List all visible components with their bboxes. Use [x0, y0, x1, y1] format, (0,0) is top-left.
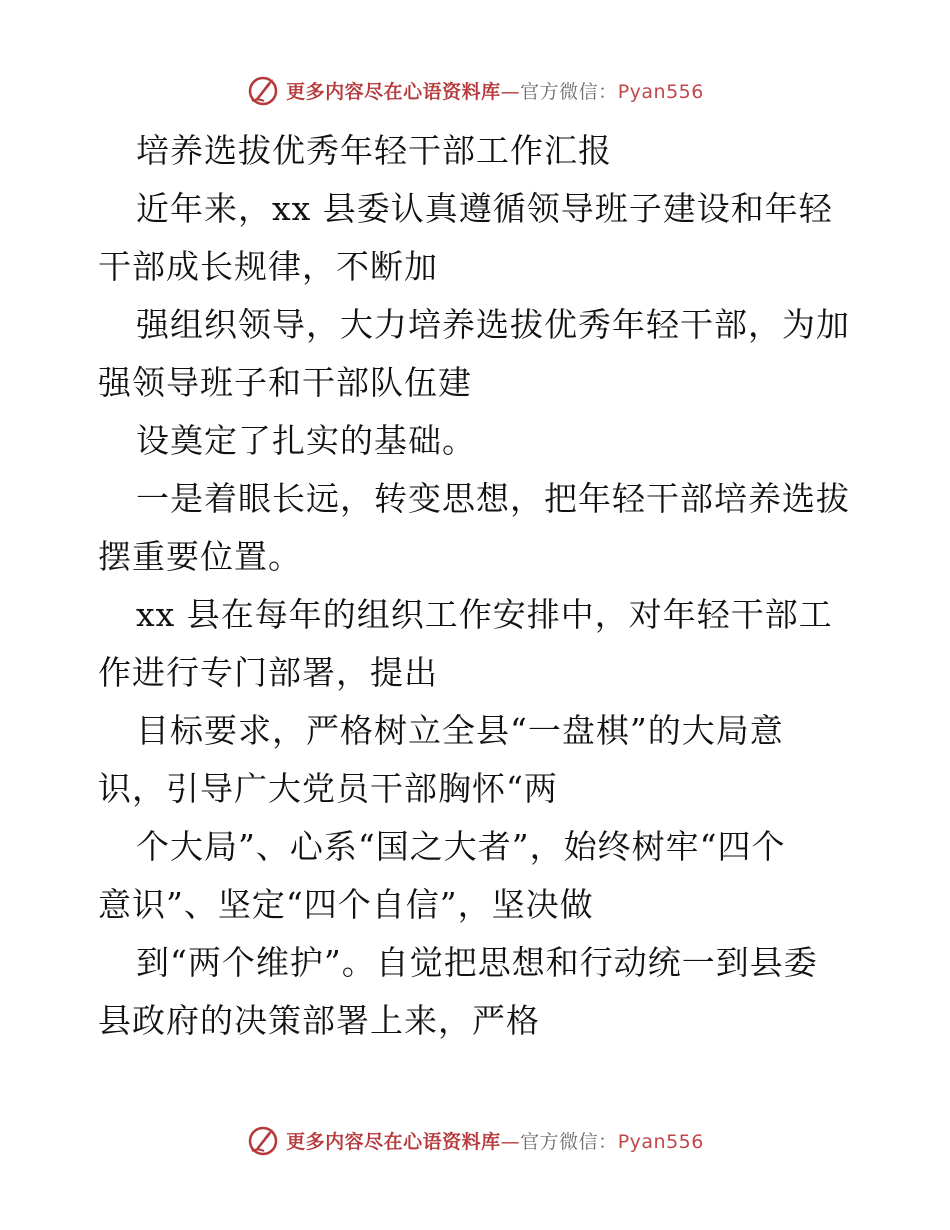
document-title: 培养选拔优秀年轻干部工作汇报: [136, 131, 612, 170]
paragraph-line: xx 县在每年的组织工作安排中，对年轻干部工: [136, 595, 833, 634]
paragraph-line: 作进行专门部署，提出: [98, 653, 438, 692]
paragraph-line: 一是着眼长远，转变思想，把年轻干部培养选拔: [136, 479, 850, 518]
quill-pen-logo-icon: [246, 73, 280, 107]
watermark-wechat-id: Pyan556: [617, 1130, 704, 1153]
document-body: [98, 122, 898, 1050]
watermark-text: [286, 77, 704, 104]
watermark-dash: —: [500, 80, 521, 103]
watermark-brand: 更多内容尽在心语资料库: [286, 80, 501, 103]
watermark-official-label: 官方微信：: [520, 80, 618, 103]
watermark-wechat-id: Pyan556: [617, 80, 704, 103]
header-watermark: [0, 70, 950, 110]
paragraph-line: 个大局”、心系“国之大者”，始终树牢“四个: [136, 827, 786, 866]
quill-pen-logo-icon: [246, 1123, 280, 1157]
paragraph-line: 摆重要位置。: [98, 537, 302, 576]
paragraph-line: 设奠定了扎实的基础。: [136, 421, 476, 460]
paragraph-line: 干部成长规律，不断加: [98, 247, 438, 286]
paragraph-line: 目标要求，严格树立全县“一盘棋”的大局意: [136, 711, 784, 750]
paragraph-line: 近年来，xx 县委认真遵循领导班子建设和年轻: [136, 189, 833, 228]
paragraph-line: 识，引导广大党员干部胸怀“两: [98, 769, 558, 808]
paragraph-line: 强组织领导，大力培养选拔优秀年轻干部，为加: [136, 305, 850, 344]
paragraph-line: 意识”、坚定“四个自信”，坚决做: [98, 885, 594, 924]
watermark-official-label: 官方微信：: [520, 1130, 618, 1153]
watermark-text: [286, 1127, 704, 1154]
paragraph-line: 县政府的决策部署上来，严格: [98, 1001, 540, 1040]
footer-watermark: [0, 1120, 950, 1160]
watermark-dash: —: [500, 1130, 521, 1153]
paragraph-line: 到“两个维护”。自觉把思想和行动统一到县委: [136, 943, 818, 982]
paragraph-line: 强领导班子和干部队伍建: [98, 363, 472, 402]
watermark-brand: 更多内容尽在心语资料库: [286, 1130, 501, 1153]
